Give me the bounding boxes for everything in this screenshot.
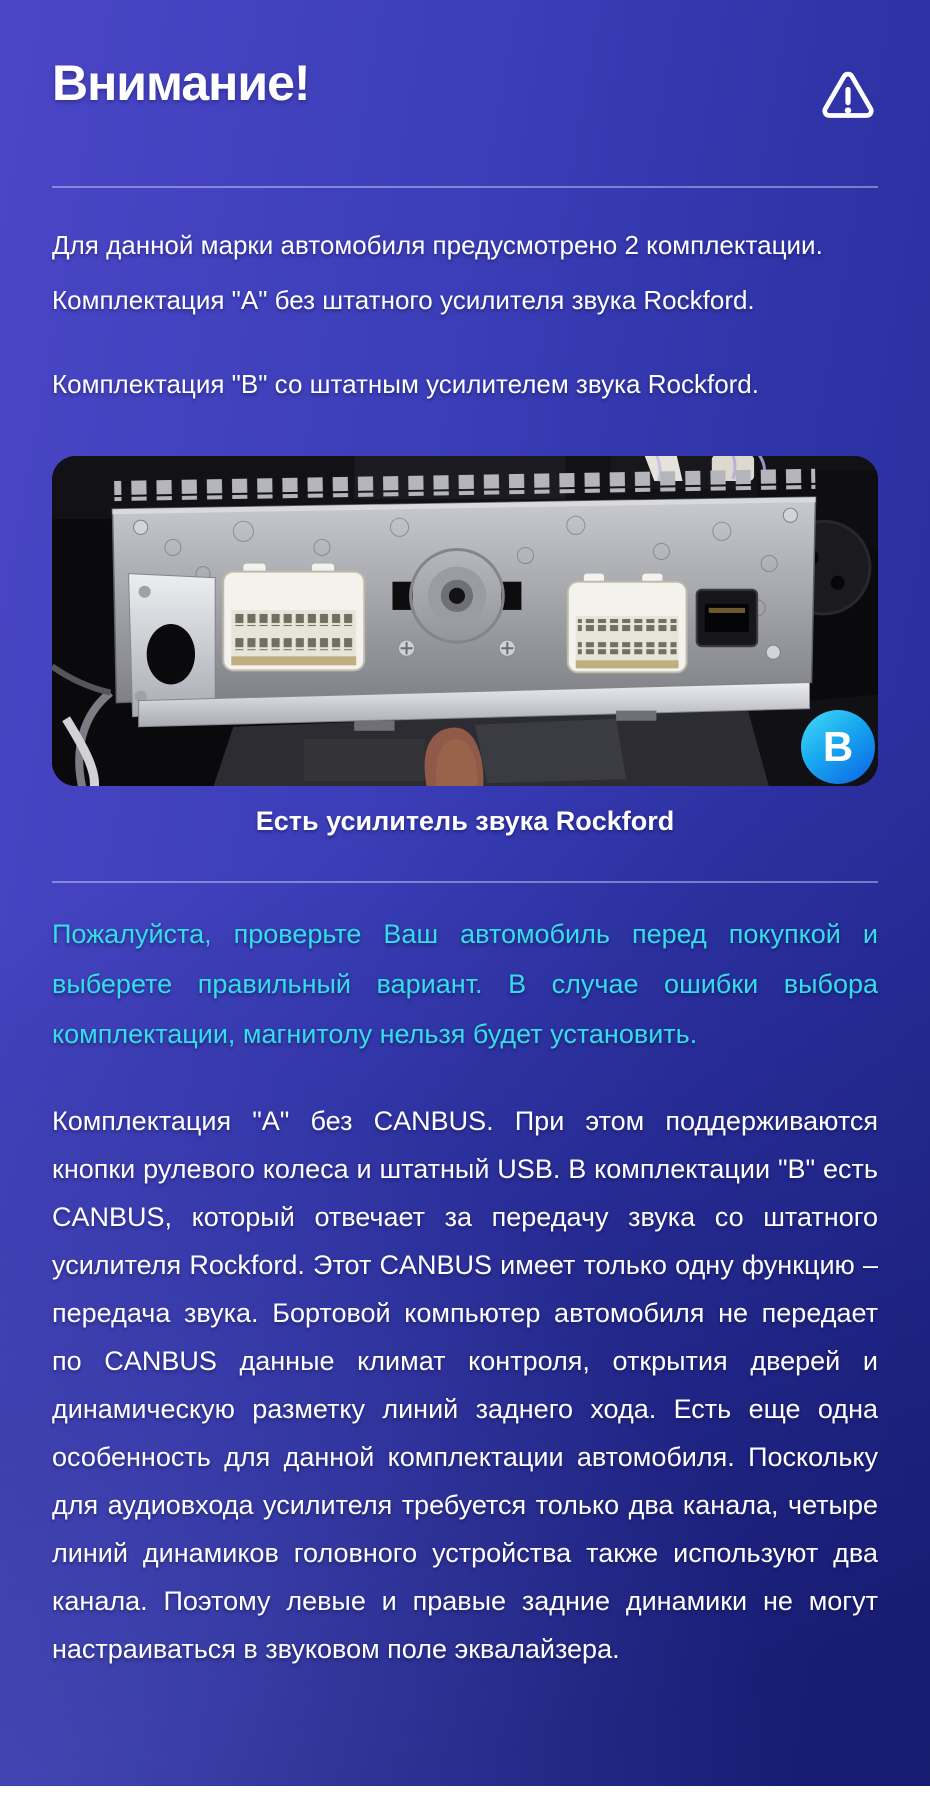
right-connector	[568, 574, 687, 673]
variant-b-badge: B	[801, 710, 875, 784]
photo-figure	[52, 456, 878, 837]
bottom-white-bar	[0, 1786, 930, 1795]
intro-line-1: Для данной марки автомобиля предусмотрено 2 комплектации.	[52, 230, 823, 260]
head-unit-photo	[52, 456, 878, 786]
divider-middle	[52, 881, 878, 883]
photo-caption: Есть усилитель звука Rockford	[255, 806, 675, 836]
intro-line-2: Комплектация "A" без штатного усилителя звука Rockford.	[52, 285, 755, 315]
usb-port	[697, 590, 757, 646]
head-unit-photo-illustration	[52, 456, 878, 786]
warning-note: Пожалуйста, проверьте Ваш автомобиль перед покупкой и выберете правильный вариант. В случае ошибки выбора комплектации, магнитолу нельзя будет установить.	[52, 919, 878, 1049]
page-title: Внимание!	[52, 55, 310, 111]
divider-top	[52, 186, 878, 188]
warning-triangle-icon	[818, 66, 878, 126]
intro-paragraph-a	[52, 218, 878, 328]
header	[52, 0, 878, 126]
left-connector	[223, 564, 364, 671]
details-paragraph: Комплектация "A" без CANBUS. При этом поддерживаются кнопки рулевого колеса и штатный USB. В комплектации "B" есть CANBUS, который отвечает за передачу звука со штатного усилителя Rockford. Этот CANBUS имеет только одну функцию – передача звука. Бортовой компьютер автомобиля не передает по CANBUS данные климат контроля, открытия дверей и динамическую разметку линий заднего хода. Есть еще одна особенность для данной комплектации автомобиля. Поскольку для аудиовхода усилителя требуется только два канала, четыре линий динамиков головного устройства также используют два канала. Поэтому левые и правые задние динамики не могут настраиваться в звуковом поле эквалайзера.	[52, 1106, 878, 1664]
intro-paragraph-b: Комплектация "B" со штатным усилителем звука Rockford.	[52, 369, 759, 399]
mounting-bracket-left	[129, 574, 216, 717]
